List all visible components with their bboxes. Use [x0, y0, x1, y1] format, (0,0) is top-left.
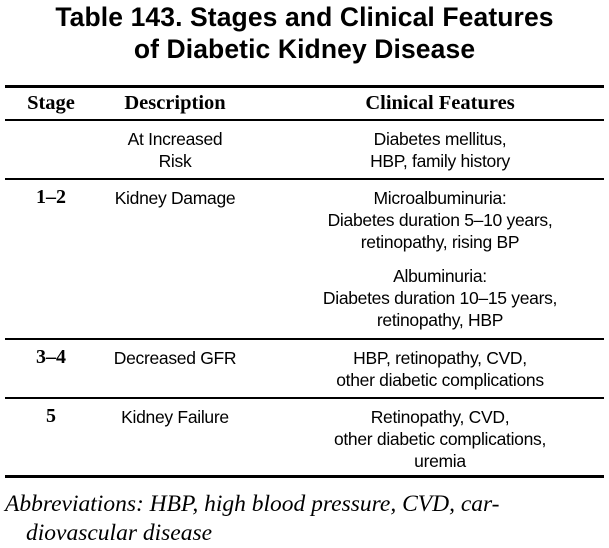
- row-1-features-line-2: Diabetes duration 5–10 years,: [327, 210, 553, 230]
- row-1-stage: 1–2: [36, 186, 66, 208]
- row-3-stage: 5: [46, 405, 56, 427]
- footnote-line-2: diovascular disease: [26, 520, 213, 546]
- row-2-stage: 3–4: [36, 346, 66, 368]
- row-0-features-line-2: HBP, family history: [370, 151, 510, 171]
- bottom-rule: [5, 475, 604, 478]
- row-1-features-microalbuminuria: [282, 187, 598, 253]
- row-1-description-line-1: Kidney Damage: [114, 188, 236, 208]
- row-2-features-line-1: HBP, retinopathy, CVD,: [353, 348, 527, 368]
- table-title-line-2: of Diabetic Kidney Disease: [133, 34, 476, 64]
- row-2-rule: [5, 397, 604, 399]
- row-0-description-line-2: Risk: [158, 151, 192, 171]
- row-1-features-line-1: Microalbuminuria:: [373, 188, 507, 208]
- row-0-description-line-1: At Increased: [127, 129, 223, 149]
- row-0-description: [95, 128, 255, 172]
- row-1-features-line-3: retinopathy, rising BP: [360, 232, 520, 252]
- footnote-line-1: Abbreviations: HBP, high blood pressure, CVD, car-: [5, 491, 500, 517]
- row-3-features: [282, 406, 598, 472]
- row-2-description-line-1: Decreased GFR: [113, 348, 237, 368]
- row-1-features-extra-line-2: Diabetes duration 10–15 years,: [322, 288, 558, 308]
- row-0-features: [282, 128, 598, 172]
- table-title-line-1: Table 143. Stages and Clinical Features: [55, 2, 554, 32]
- row-2-features-line-2: other diabetic complications: [336, 370, 544, 390]
- row-3-features-line-2: other diabetic complications,: [333, 429, 547, 449]
- header-clinical-features: Clinical Features: [365, 92, 515, 114]
- row-3-features-line-3: uremia: [414, 451, 466, 471]
- header-stage: Stage: [27, 92, 75, 114]
- row-2-features: [282, 347, 598, 391]
- row-0-rule: [5, 178, 604, 180]
- row-3-description: [95, 406, 255, 428]
- row-0-features-line-1: Diabetes mellitus,: [373, 129, 507, 149]
- header-description: Description: [124, 92, 226, 114]
- row-1-features-extra-line-1: Albuminuria:: [393, 266, 487, 286]
- row-1-features-extra-line-3: retinopathy, HBP: [376, 310, 504, 330]
- row-1-features-albuminuria: [282, 265, 598, 331]
- row-1-rule: [5, 338, 604, 340]
- row-2-description: [95, 347, 255, 369]
- row-3-description-line-1: Kidney Failure: [121, 407, 229, 427]
- header-rule: [5, 119, 604, 121]
- top-rule: [5, 85, 604, 88]
- row-1-description: [95, 187, 255, 209]
- row-3-features-line-1: Retinopathy, CVD,: [370, 407, 510, 427]
- abbreviations-footnote: [5, 490, 609, 548]
